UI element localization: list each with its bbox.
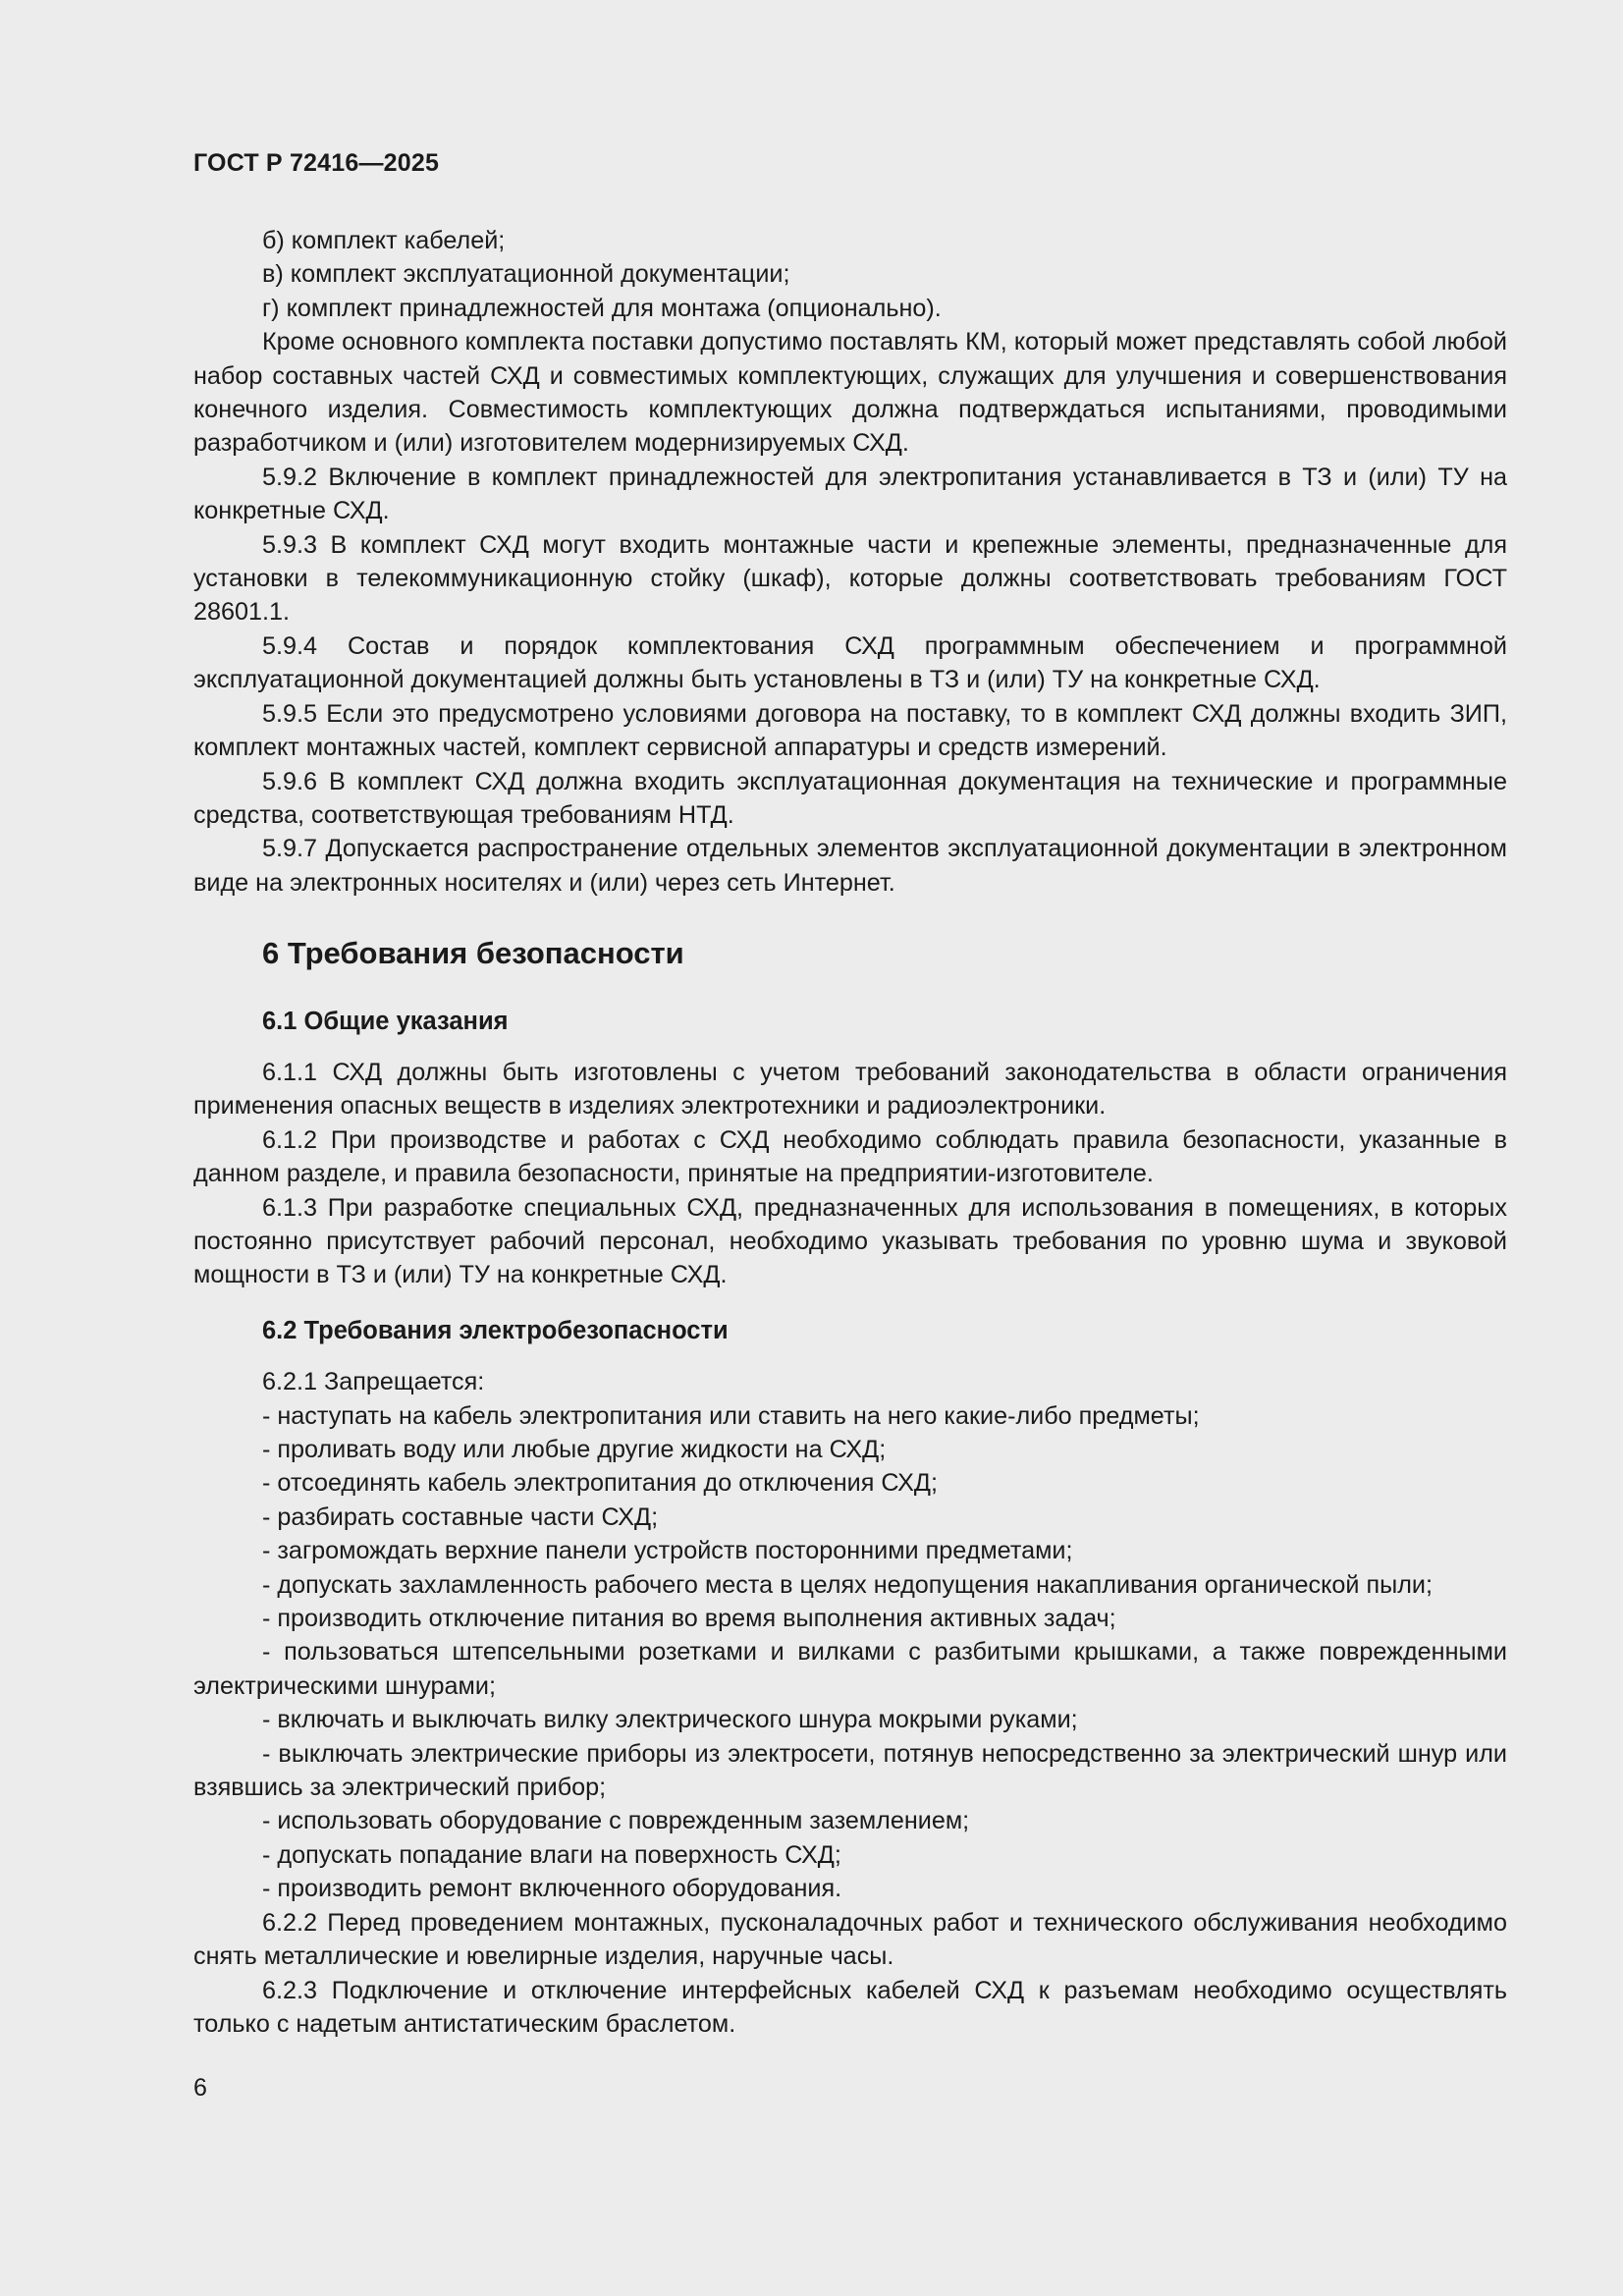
list-item: - производить ремонт включенного оборудования. — [262, 1875, 842, 1903]
list-item: - допускать попадание влаги на поверхность СХД; — [262, 1840, 841, 1869]
list-item: - проливать воду или любые другие жидкости на СХД; — [262, 1436, 887, 1463]
paragraph-5-9-4: 5.9.4 Состав и порядок комплектования СХД программным обеспечением и программной эксплуатационной документацией должны быть установлены в ТЗ и (или) ТУ на конкретные СХД. — [193, 631, 1507, 694]
document-body — [193, 224, 1507, 2041]
paragraph-6-1-2: 6.1.2 При производстве и работах с СХД необходимо соблюдать правила безопасности, указанные в данном разделе, и правила безопасности, принятые на предприятии-изготовителе. — [193, 1125, 1507, 1188]
list-item: - разбирать составные части СХД; — [262, 1503, 659, 1531]
paragraph-5-9-7: 5.9.7 Допускается распространение отдельных элементов эксплуатационной документации в электронном виде на электронных носителях и (или) через сеть Интернет. — [193, 835, 1507, 897]
paragraph-5-9-5: 5.9.5 Если это предусмотрено условиями договора на поставку, то в комплект СХД должны входить ЗИП, комплект монтажных частей, комплект сервисной аппаратуры и средств измерений. — [193, 699, 1507, 762]
list-item: - пользоваться штепсельными розетками и вилками с разбитыми крышками, а также поврежденными электрическими шнурами; — [193, 1638, 1507, 1700]
subsection-6-2-title: 6.2 Требования электробезопасности — [262, 1316, 729, 1344]
section-6-title: 6 Требования безопасности — [262, 936, 684, 971]
list-item: - допускать захламленность рабочего места в целях недопущения накапливания органической пыли; — [262, 1570, 1433, 1599]
list-item: - включать и выключать вилку электрического шнура мокрыми руками; — [262, 1706, 1078, 1734]
paragraph: Кроме основного комплекта поставки допустимо поставлять КМ, который может представлять собой любой набор составных частей СХД и совместимых комплектующих, служащих для улучшения и совершенствования конечного изделия. Совместимость комплектующих должна подтверждаться испытаниями, проводимыми разработчиком и (или) изготовителем модернизируемых СХД. — [193, 328, 1507, 458]
paragraph-6-1-3: 6.1.3 При разработке специальных СХД, предназначенных для использования в помещениях, в которых постоянно присутствует рабочий персонал, необходимо указывать требования по уровню шума и звуковой мощности в ТЗ и (или) ТУ на конкретные СХД. — [193, 1193, 1507, 1289]
list-item: г) комплект принадлежностей для монтажа (опционально). — [262, 294, 942, 322]
list-item: - использовать оборудование с поврежденным заземлением; — [262, 1807, 970, 1835]
list-item: - производить отключение питания во время выполнения активных задач; — [262, 1605, 1116, 1633]
paragraph-5-9-3: 5.9.3 В комплект СХД могут входить монтажные части и крепежные элементы, предназначенные для установки в телекоммуникационную стойку (шкаф), которые должны соответствовать требованиям ГОСТ 28601.1. — [193, 530, 1507, 627]
list-item: - загромождать верхние панели устройств посторонними предметами; — [262, 1537, 1073, 1565]
paragraph-6-1-1: 6.1.1 СХД должны быть изготовлены с учетом требований законодательства в области ограничения применения опасных веществ в изделиях электротехники и радиоэлектроники. — [193, 1058, 1507, 1121]
subsection-6-1-title: 6.1 Общие указания — [262, 1007, 509, 1035]
list-item: в) комплект эксплуатационной документации; — [262, 260, 790, 289]
paragraph-6-2-1: 6.2.1 Запрещается: — [262, 1368, 485, 1396]
list-item: б) комплект кабелей; — [262, 227, 506, 254]
document-header: ГОСТ Р 72416—2025 — [193, 149, 440, 177]
page-number: 6 — [193, 2074, 207, 2102]
paragraph-5-9-2: 5.9.2 Включение в комплект принадлежностей для электропитания устанавливается в ТЗ и (или) ТУ на конкретные СХД. — [193, 463, 1507, 525]
paragraph-5-9-6: 5.9.6 В комплект СХД должна входить эксплуатационная документация на технические и программные средства, соответствующая требованиям НТД. — [193, 767, 1507, 829]
paragraph-6-2-2: 6.2.2 Перед проведением монтажных, пусконаладочных работ и технического обслуживания необходимо снять металлические и ювелирные изделия, наручные часы. — [193, 1908, 1507, 1971]
paragraph-6-2-3: 6.2.3 Подключение и отключение интерфейсных кабелей СХД к разъемам необходимо осуществлять только с надетым антистатическим браслетом. — [193, 1976, 1507, 2038]
list-item: - выключать электрические приборы из электросети, потянув непосредственно за электрический шнур или взявшись за электрический прибор; — [193, 1739, 1507, 1802]
list-item: - отсоединять кабель электропитания до отключения СХД; — [262, 1469, 938, 1498]
list-item: - наступать на кабель электропитания или ставить на него какие-либо предметы; — [262, 1401, 1200, 1430]
